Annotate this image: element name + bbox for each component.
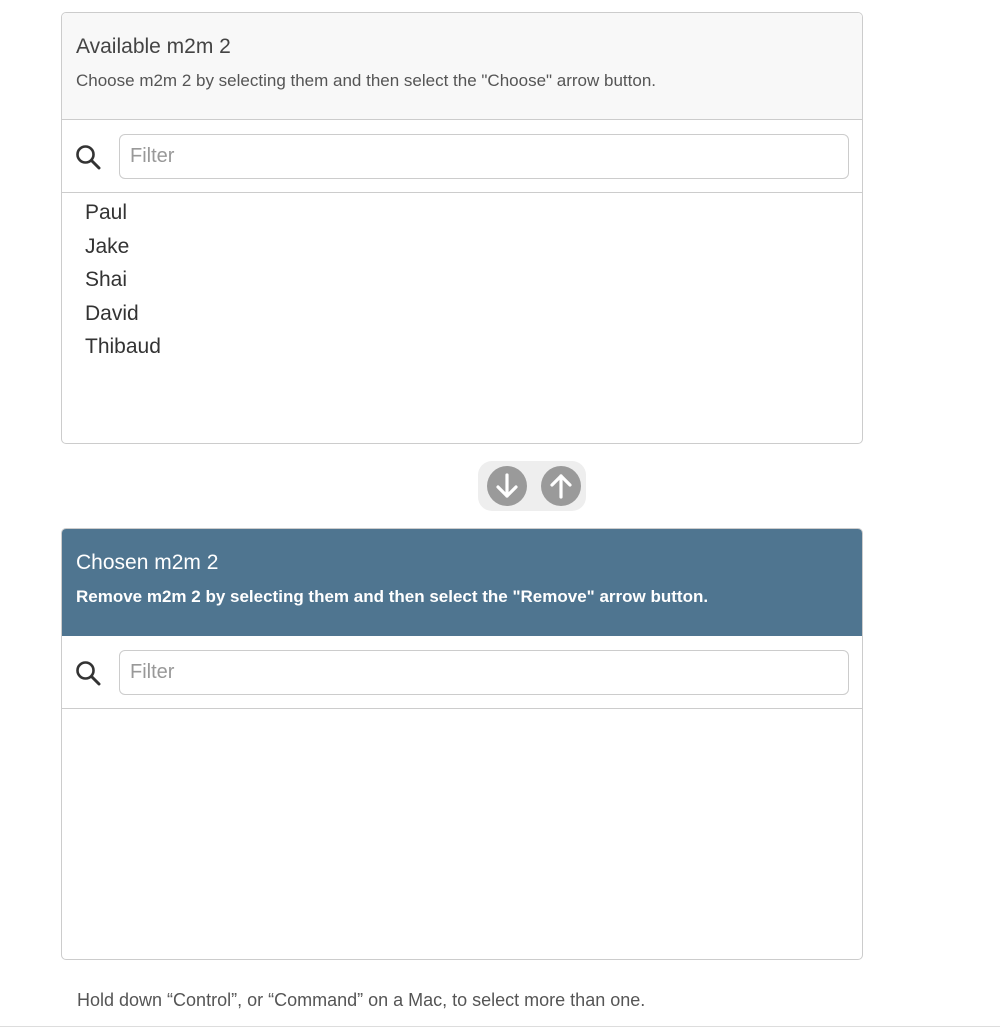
available-selector (61, 12, 863, 444)
search-icon (75, 660, 101, 686)
available-header (62, 13, 862, 120)
available-filter-input[interactable] (119, 134, 849, 179)
available-filter-row (62, 120, 862, 193)
chosen-filter-row (62, 636, 862, 709)
list-item[interactable]: Paul (85, 201, 128, 224)
chosen-selector (61, 528, 863, 960)
list-item[interactable]: Thibaud (85, 335, 161, 358)
chosen-help-text: Remove m2m 2 by selecting them and then select the "Remove" arrow button. (76, 587, 709, 606)
arrow-down-icon (487, 466, 527, 506)
selector-chooser (478, 461, 586, 511)
arrow-up-icon (541, 466, 581, 506)
list-item[interactable]: Shai (85, 268, 128, 291)
chosen-title: Chosen m2m 2 (76, 551, 219, 574)
available-title: Available m2m 2 (76, 35, 231, 58)
choose-button[interactable] (487, 466, 527, 506)
available-help-text: Choose m2m 2 by selecting them and then select the "Choose" arrow button. (76, 71, 657, 90)
search-icon (75, 144, 101, 170)
list-item[interactable]: Jake (85, 234, 130, 258)
multi-select-help-text: Hold down “Control”, or “Command” on a Mac, to select more than one. (77, 990, 646, 1010)
chosen-options-list[interactable] (62, 709, 862, 957)
chosen-filter-input[interactable] (119, 650, 849, 695)
available-options-list[interactable] (62, 193, 862, 441)
chosen-header (62, 529, 862, 636)
list-item[interactable]: David (85, 301, 139, 325)
remove-button[interactable] (541, 466, 581, 506)
divider (0, 1026, 1000, 1027)
